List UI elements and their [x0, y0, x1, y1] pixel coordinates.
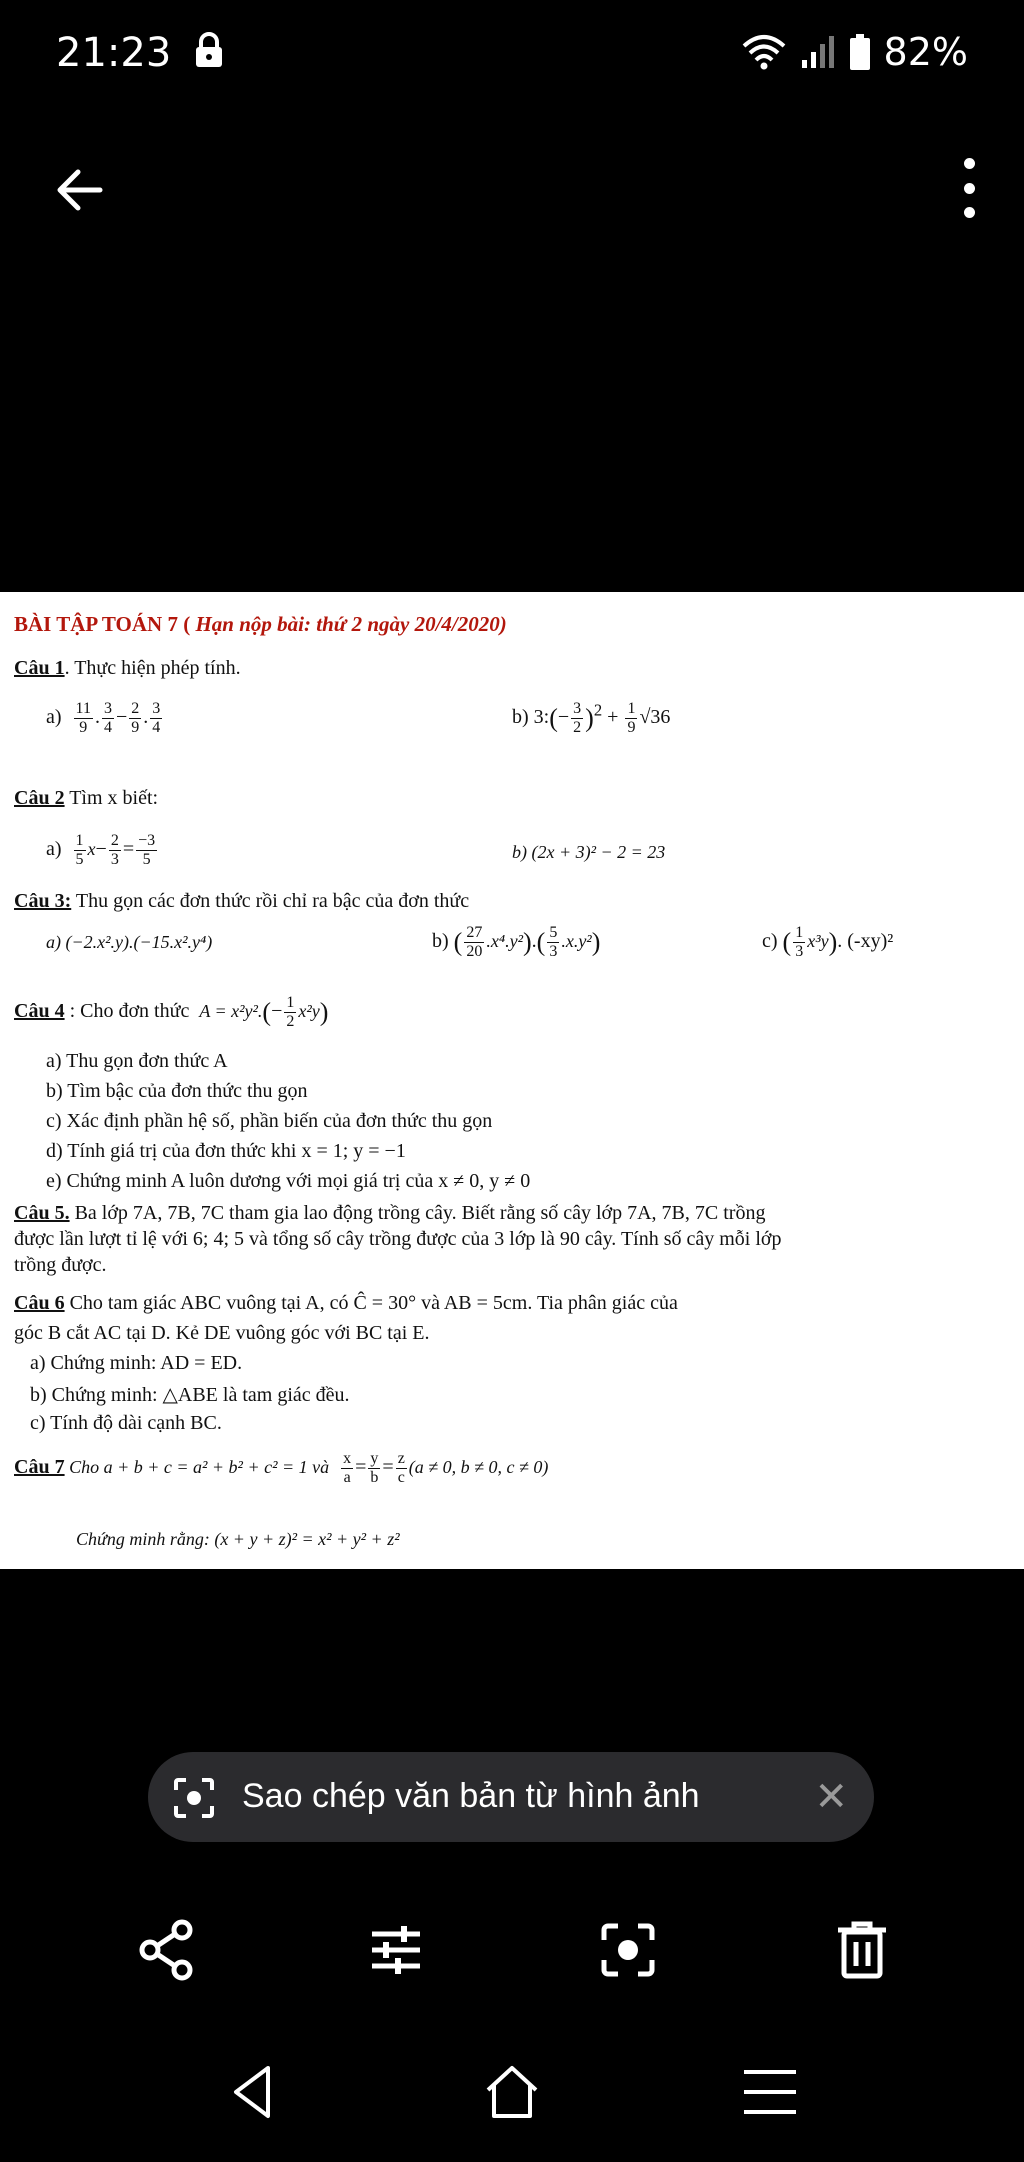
q6-item-c: c) Tính độ dài cạnh BC.: [30, 1412, 222, 1434]
signal-icon: [800, 34, 836, 70]
q6-item-a: a) Chứng minh: AD = ED.: [30, 1352, 243, 1374]
q1-heading: Câu 1. Thực hiện phép tính.: [14, 657, 241, 679]
q6-line1: Câu 6 Cho tam giác ABC vuông tại A, có Ĉ = 30° và AB = 5cm. Tia phân giác của: [14, 1292, 678, 1314]
top-app-bar: [0, 140, 1024, 230]
q2-a: a) $\frac{1}{5}$ x− $\frac{2}{3}$ = $\frac{-3}{5}$: [46, 832, 156, 868]
lock-icon: [194, 32, 224, 68]
q3-c: c) ( $\frac{1}{3}$ x³y). (-xy)²: [762, 924, 894, 960]
q6-item-b: b) Chứng minh: △ABE là tam giác đều.: [30, 1384, 350, 1406]
tune-icon[interactable]: [364, 1918, 428, 1982]
share-icon[interactable]: [136, 1918, 200, 1982]
nav-home-icon[interactable]: [480, 2060, 544, 2124]
status-time: 21:23: [56, 30, 172, 76]
copy-text-chip[interactable]: [148, 1752, 874, 1842]
document-image: [0, 592, 1024, 1569]
status-right: [742, 30, 968, 74]
action-bar: [0, 1908, 1024, 1988]
q7-heading: Câu 7 Cho a + b + c = a² + b² + c² = 1 và $\frac{x}{a}$ = $\frac{y}{b}$ = $\frac{z}{c}$ (a ≠ 0, b ≠ 0, c ≠ 0): [14, 1450, 549, 1486]
q1-a: a) $\frac{11}{9}$ . $\frac{3}{4}$ − $\frac{2}{9}$ . $\frac{3}{4}$: [46, 700, 161, 736]
q5-line2: được lần lượt tỉ lệ với 6; 4; 5 và tổng số cây trồng được của 3 lớp là 90 cây. Tính số cây mỗi lớp: [14, 1228, 782, 1250]
q5-line3: trồng được.: [14, 1254, 107, 1276]
q4-heading: Câu 4 : Cho đơn thức A = x²y².(− $\frac{1}{2}$ x²y): [14, 994, 329, 1030]
lens-icon[interactable]: [596, 1918, 660, 1982]
arrow-left-icon[interactable]: [50, 160, 110, 220]
nav-back-icon[interactable]: [220, 2060, 284, 2124]
battery-icon: [850, 34, 870, 70]
more-vert-icon[interactable]: [954, 158, 984, 218]
copy-text-label: Sao chép văn bản từ hình ảnh: [242, 1777, 700, 1815]
q5-line1: Câu 5. Ba lớp 7A, 7B, 7C tham gia lao động trồng cây. Biết rằng số cây lớp 7A, 7B, 7C trồng: [14, 1202, 766, 1224]
q4-item-e: e) Chứng minh A luôn dương với mọi giá trị của x ≠ 0, y ≠ 0: [46, 1170, 531, 1192]
doc-title: BÀI TẬP TOÁN 7 ( Hạn nộp bài: thứ 2 ngày 20/4/2020): [14, 612, 507, 636]
lens-icon: [172, 1776, 216, 1820]
status-bar: [0, 0, 1024, 110]
q7-prove: Chứng minh rằng: (x + y + z)² = x² + y² + z²: [76, 1529, 400, 1549]
close-icon[interactable]: ✕: [814, 1775, 848, 1819]
q4-item-b: b) Tìm bậc của đơn thức thu gọn: [46, 1080, 308, 1102]
q3-a: a) (−2.x².y).(−15.x².y⁴): [46, 932, 213, 952]
q3-b: b) ( $\frac{27}{20}$ .x⁴.y²).( $\frac{5}{3}$ .x.y²): [432, 924, 601, 960]
q4-item-c: c) Xác định phần hệ số, phần biến của đơn thức thu gọn: [46, 1110, 493, 1132]
q1-b: b) 3:(− $\frac{3}{2}$ )$^2$ + $\frac{1}{9}$ √36: [512, 700, 671, 736]
battery-level: 82%: [883, 30, 968, 74]
q6-line2: góc B cắt AC tại D. Kẻ DE vuông góc với BC tại E.: [14, 1322, 430, 1344]
wifi-icon: [742, 34, 786, 70]
q2-b: b) (2x + 3)² − 2 = 23: [512, 842, 666, 862]
q2-heading: Câu 2 Tìm x biết:: [14, 787, 159, 809]
nav-recents-icon[interactable]: [738, 2060, 802, 2124]
system-nav-bar: [0, 2050, 1024, 2130]
q4-item-d: d) Tính giá trị của đơn thức khi x = 1; y = −1: [46, 1140, 406, 1162]
q3-heading: Câu 3: Thu gọn các đơn thức rồi chỉ ra bậc của đơn thức: [14, 890, 470, 912]
trash-icon[interactable]: [830, 1918, 894, 1982]
q4-item-a: a) Thu gọn đơn thức A: [46, 1050, 228, 1072]
